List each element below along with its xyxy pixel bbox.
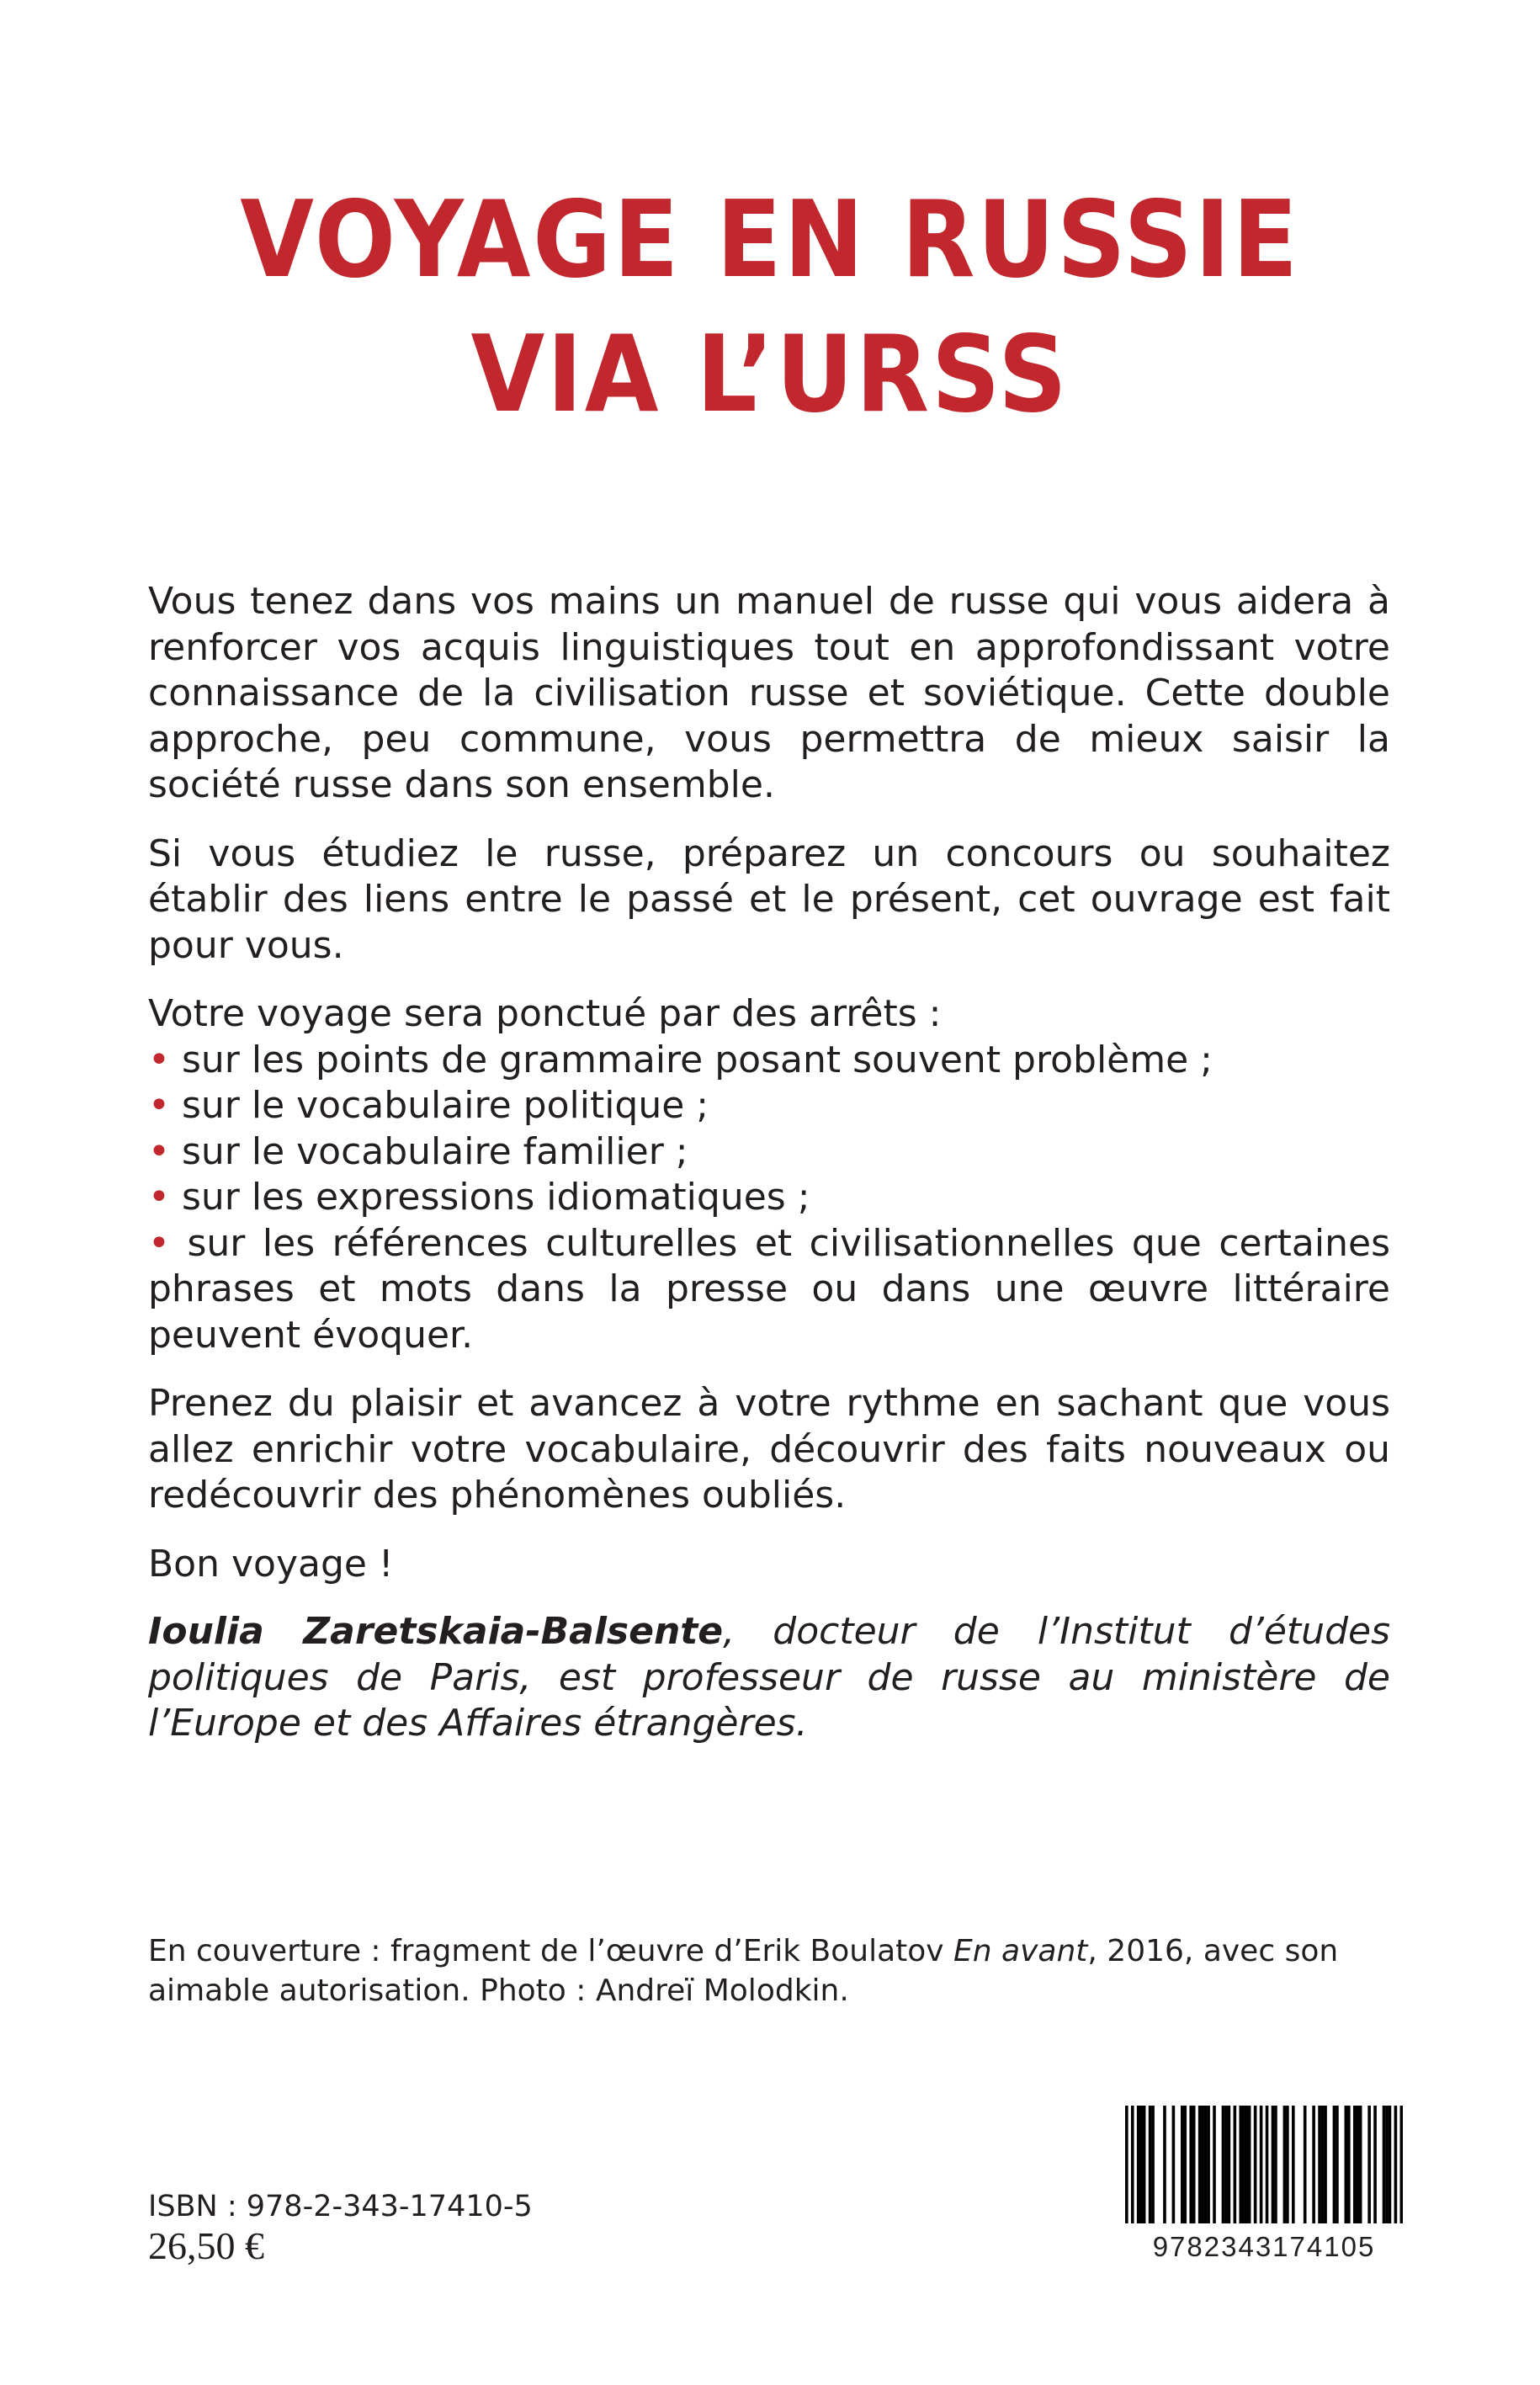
stop-item-text: sur les expressions idiomatiques ; xyxy=(181,1176,810,1219)
book-title xyxy=(77,173,1463,442)
stops-intro: Votre voyage sera ponctué par des arrêts : xyxy=(148,992,942,1035)
barcode-number: 9782343174105 xyxy=(1125,2223,1403,2271)
stop-item-text: sur les références culturelles et civilisationnelles que certaines phrases et mots dans la presse ou dans une œuvre littéraire peuvent évoquer. xyxy=(148,1221,1390,1357)
credit-work-title: En avant xyxy=(953,1934,1088,1968)
bullet-icon: • xyxy=(148,1038,182,1081)
paragraph-stops xyxy=(148,991,1390,1358)
paragraph-intro: Vous tenez dans vos mains un manuel de russe qui vous aidera à renforcer vos acquis linguistiques tout en approfondissant votre connaissance de la civilisation russe et soviétique. Cette double approche, peu commune, vous permettra de mieux saisir la société russe dans son ensemble. xyxy=(148,580,1390,806)
stop-item xyxy=(148,1175,1390,1221)
price: 26,50 € xyxy=(148,2224,264,2267)
stop-item-text: sur le vocabulaire politique ; xyxy=(181,1084,709,1127)
stop-item-text: sur les points de grammaire posant souvent problème ; xyxy=(181,1038,1213,1081)
bullet-icon: • xyxy=(148,1176,182,1219)
author-description: , docteur de l’Institut d’études politiques de Paris, est professeur de russe au ministère de l’Europe et des Affaires étrangères. xyxy=(148,1610,1390,1745)
stop-item-text: sur le vocabulaire familier ; xyxy=(181,1129,688,1173)
stop-item xyxy=(148,1221,1390,1359)
bullet-icon: • xyxy=(148,1084,182,1127)
stop-item xyxy=(148,1129,1390,1176)
isbn: ISBN : 978-2-343-17410-5 xyxy=(148,2190,533,2223)
stops-list xyxy=(148,1038,1390,1359)
barcode xyxy=(1125,2106,1403,2270)
paragraph-farewell: Bon voyage ! xyxy=(148,1542,394,1586)
cover-credit xyxy=(148,1931,1410,2011)
bullet-icon: • xyxy=(148,1221,188,1265)
title-line-2: VIA L’URSS xyxy=(470,312,1070,436)
credit-suffix: , 2016, avec son aimable autorisation. Photo : Andreï Molodkin. xyxy=(148,1934,1339,2008)
stop-item xyxy=(148,1083,1390,1129)
title-line-1: VOYAGE EN RUSSIE xyxy=(240,178,1300,301)
paragraph-enjoy: Prenez du plaisir et avancez à votre rythme en sachant que vous allez enrichir votre vocabulaire, découvrir des faits nouveaux ou redécouvrir des phénomènes oubliés. xyxy=(148,1382,1390,1517)
author-name: Ioulia Zaretskaia-Balsente xyxy=(148,1610,724,1653)
stop-item xyxy=(148,1038,1390,1084)
description xyxy=(148,579,1390,1610)
credit-prefix: En couverture : fragment de l’œuvre d’Erik Boulatov xyxy=(148,1934,954,1968)
bullet-icon: • xyxy=(148,1129,182,1173)
author-bio xyxy=(148,1609,1390,1747)
paragraph-audience: Si vous étudiez le russe, préparez un concours ou souhaitez établir des liens entre le passé et le présent, cet ouvrage est fait pour vous. xyxy=(148,831,1390,967)
